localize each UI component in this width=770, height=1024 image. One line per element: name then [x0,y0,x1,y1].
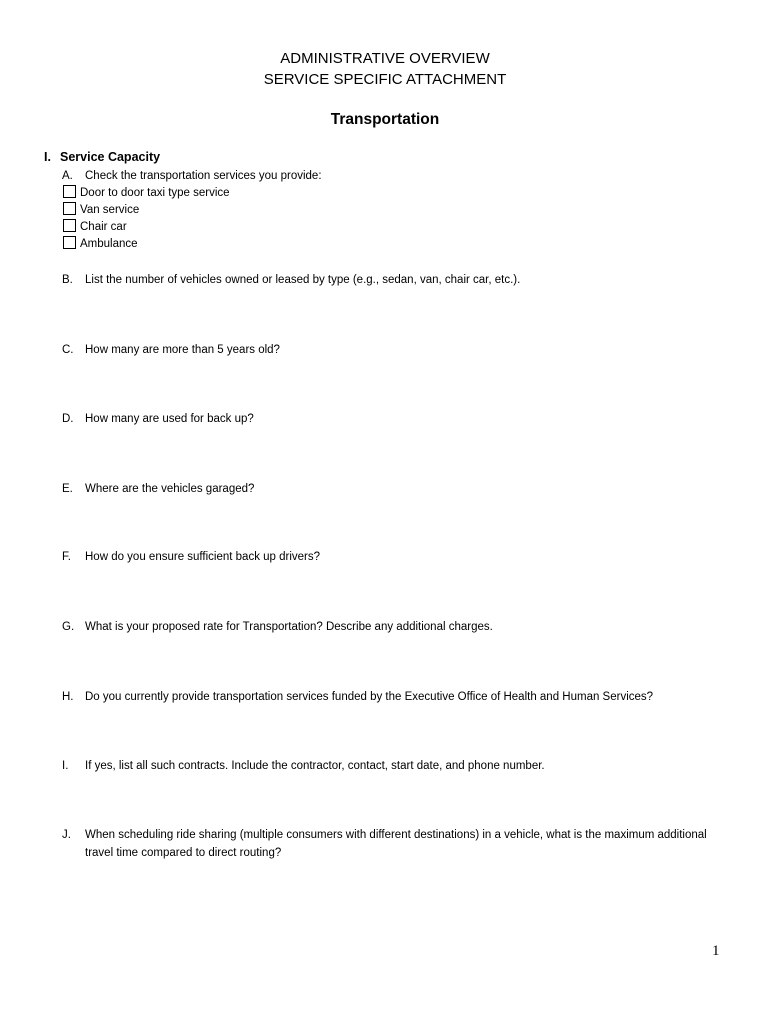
option-label: Door to door taxi type service [80,187,230,199]
question-text: Check the transportation services you provide: [85,170,322,182]
question-letter: I. [62,760,69,772]
header-line-1: ADMINISTRATIVE OVERVIEW [280,50,490,67]
question-text: If yes, list all such contracts. Include the contractor, contact, start date, and phone number. [85,760,545,772]
question-g [62,618,732,636]
option-ambulance [63,236,138,252]
section-heading [44,149,160,165]
section-title: Service Capacity [60,150,161,164]
checkbox[interactable] [63,202,76,215]
question-letter: G. [62,621,75,633]
question-e [62,480,732,498]
option-van-service [63,202,139,218]
question-text: Where are the vehicles garaged? [85,483,255,495]
option-door-to-door [63,185,230,201]
header-line-2: SERVICE SPECIFIC ATTACHMENT [263,71,507,88]
question-h [62,688,732,706]
checkbox[interactable] [63,185,76,198]
question-text: How many are used for back up? [85,413,254,425]
question-text: List the number of vehicles owned or leased by type (e.g., sedan, van, chair car, etc.). [85,274,521,286]
question-letter: C. [62,344,74,356]
question-f [62,548,732,566]
question-c [62,341,732,359]
question-letter: B. [62,274,73,286]
option-label: Van service [80,204,140,216]
section-number: I. [44,150,51,164]
option-label: Ambulance [80,238,138,250]
question-text: Do you currently provide transportation services funded by the Executive Office of Health and Human Services? [85,691,654,703]
question-i [62,757,732,775]
question-j [62,826,732,862]
question-text: How do you ensure sufficient back up drivers? [85,551,321,563]
checkbox[interactable] [63,236,76,249]
option-chair-car [63,219,127,235]
option-label: Chair car [80,221,127,233]
question-b [62,271,732,289]
question-letter: H. [62,691,74,703]
question-letter: F. [62,551,71,563]
question-text: How many are more than 5 years old? [85,344,280,356]
question-letter: E. [62,483,73,495]
question-letter: J. [62,829,71,841]
page-number: 1 [712,943,720,959]
question-letter: D. [62,413,74,425]
question-d [62,410,732,428]
checkbox[interactable] [63,219,76,232]
document-title: Transportation [330,111,440,128]
question-a [62,167,732,185]
question-text: What is your proposed rate for Transportation? Describe any additional charges. [85,621,493,633]
question-letter: A. [62,170,73,182]
question-text: When scheduling ride sharing (multiple consumers with different destinations) in a vehicle, what is the maximum additional travel time compared to direct routing? [85,829,707,859]
